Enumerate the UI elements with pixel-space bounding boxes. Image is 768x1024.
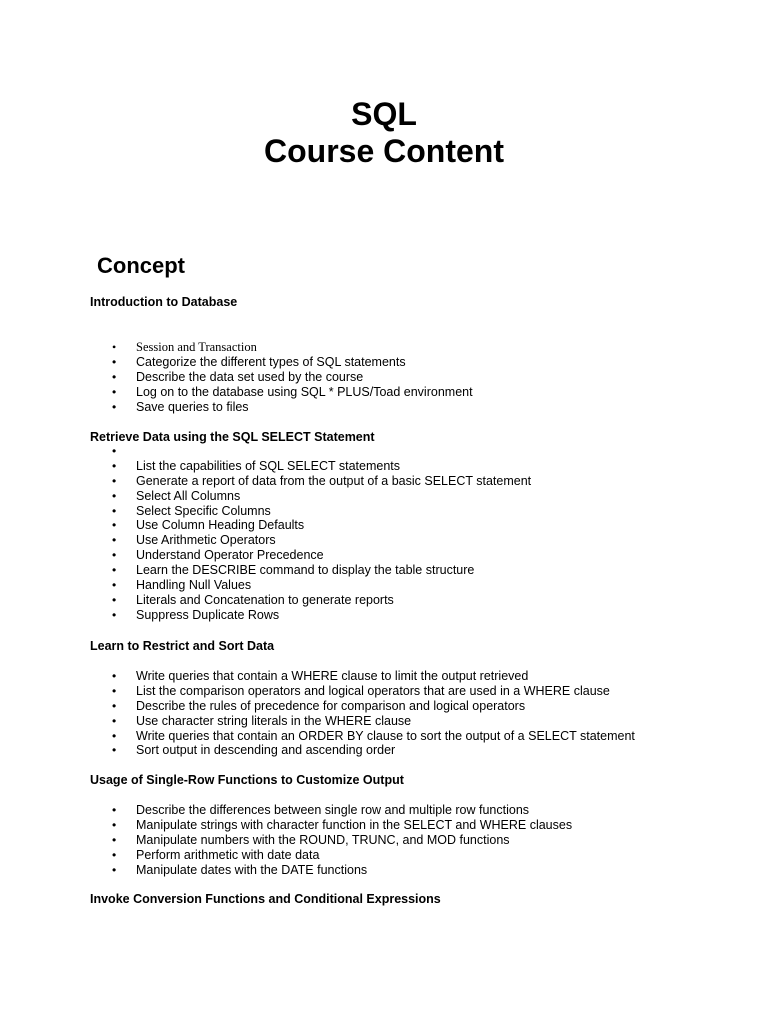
- section-heading-intro-database: Introduction to Database: [90, 295, 238, 309]
- doc-subtitle: Course Content: [264, 133, 504, 169]
- bullet-list-intro-database: [0, 340, 473, 414]
- list-item: • Sort output in descending and ascending order: [0, 743, 635, 758]
- list-item: • List the capabilities of SQL SELECT statements: [0, 459, 531, 474]
- list-item: • Write queries that contain an ORDER BY clause to sort the output of a SELECT statement: [0, 729, 635, 744]
- list-item: • Describe the rules of precedence for comparison and logical operators: [0, 699, 635, 714]
- list-item: • Select Specific Columns: [0, 504, 531, 519]
- doc-title: SQL: [351, 96, 417, 132]
- list-item: • Describe the data set used by the course: [0, 370, 473, 385]
- list-item: • Log on to the database using SQL * PLUS/Toad environment: [0, 385, 473, 400]
- list-item: • Use Arithmetic Operators: [0, 533, 531, 548]
- concept-heading: Concept: [97, 253, 185, 278]
- list-item: • Manipulate strings with character function in the SELECT and WHERE clauses: [0, 818, 572, 833]
- list-item: • Manipulate dates with the DATE functions: [0, 863, 572, 878]
- list-item: • Describe the differences between single row and multiple row functions: [0, 803, 572, 818]
- section-heading-retrieve-data: Retrieve Data using the SQL SELECT Statement: [90, 430, 375, 444]
- list-item: • Manipulate numbers with the ROUND, TRUNC, and MOD functions: [0, 833, 572, 848]
- list-item: • Write queries that contain a WHERE clause to limit the output retrieved: [0, 669, 635, 684]
- list-item: • List the comparison operators and logical operators that are used in a WHERE clause: [0, 684, 635, 699]
- list-item: • Save queries to files: [0, 400, 473, 415]
- list-item: • Perform arithmetic with date data: [0, 848, 572, 863]
- list-item: • Generate a report of data from the output of a basic SELECT statement: [0, 474, 531, 489]
- list-item: [0, 444, 531, 459]
- bullet-list-restrict-sort: [0, 669, 635, 758]
- section-heading-single-row-functions: Usage of Single-Row Functions to Customize Output: [90, 773, 404, 787]
- section-heading-conversion-functions: Invoke Conversion Functions and Conditional Expressions: [90, 892, 441, 906]
- bullet-list-single-row-functions: [0, 803, 572, 877]
- list-item: • Use character string literals in the WHERE clause: [0, 714, 635, 729]
- list-item: • Select All Columns: [0, 489, 531, 504]
- list-item: • Session and Transaction: [0, 340, 473, 355]
- list-item: • Categorize the different types of SQL statements: [0, 355, 473, 370]
- list-item: • Suppress Duplicate Rows: [0, 608, 531, 623]
- section-heading-restrict-sort: Learn to Restrict and Sort Data: [90, 639, 275, 653]
- bullet-list-retrieve-data: [0, 444, 531, 623]
- list-item: • Learn the DESCRIBE command to display the table structure: [0, 563, 531, 578]
- list-item: • Handling Null Values: [0, 578, 531, 593]
- list-item: • Use Column Heading Defaults: [0, 518, 531, 533]
- list-item: • Understand Operator Precedence: [0, 548, 531, 563]
- list-item: • Literals and Concatenation to generate reports: [0, 593, 531, 608]
